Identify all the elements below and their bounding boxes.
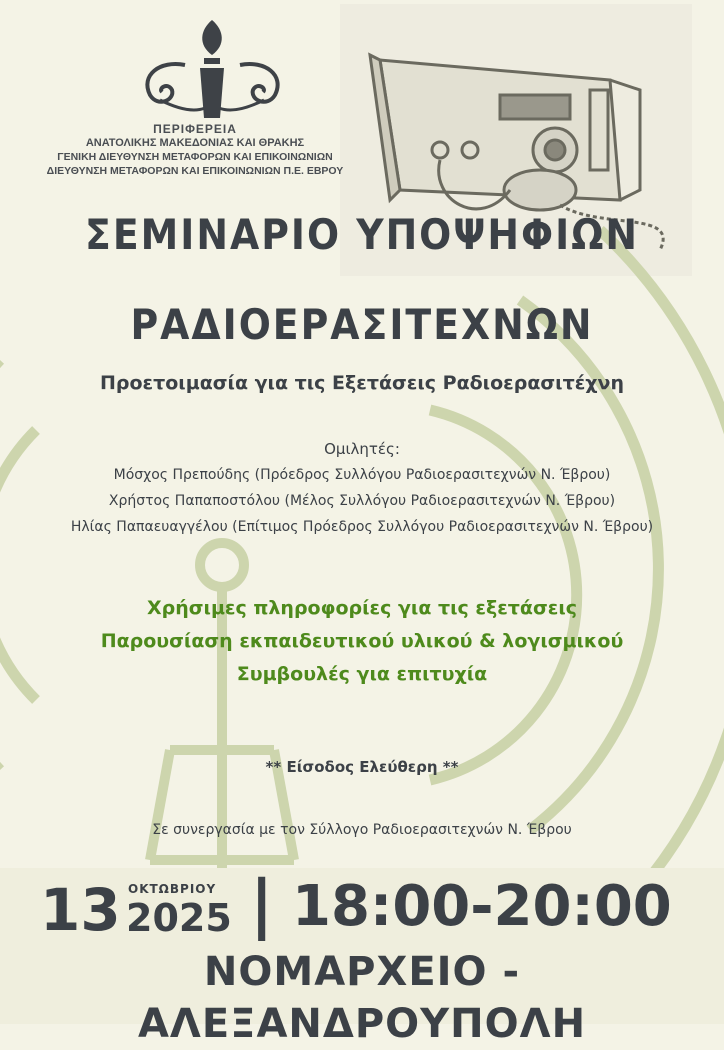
event-separator: | bbox=[250, 868, 274, 942]
event-month: ΟΚΤΩΒΡΙΟΥ bbox=[128, 882, 217, 896]
topic-2: Παρουσίαση εκπαιδευτικού υλικού & λογισμικού bbox=[100, 630, 624, 652]
speaker-1-role: (Πρόεδρος Συλλόγου Ραδιοερασιτεχνών Ν. Έβρου) bbox=[250, 467, 611, 483]
free-entry-note: ** Είσοδος Ελεύθερη ** bbox=[265, 758, 459, 776]
speaker-1 bbox=[0, 462, 724, 488]
partner-note: Σε συνεργασία με τον Σύλλογο Ραδιοερασιτεχνών Ν. Έβρου bbox=[152, 822, 572, 838]
speaker-3-role: (Επίτιμος Πρόεδρος Συλλόγου Ραδιοερασιτεχνών Ν. Έβρου) bbox=[227, 519, 654, 535]
event-time: 18:00-20:00 bbox=[292, 874, 672, 939]
topics-list bbox=[0, 592, 724, 691]
org-line-4: ΔΙΕΥΘΥΝΣΗ ΜΕΤΑΦΟΡΩΝ ΚΑΙ ΕΠΙΚΟΙΝΩΝΙΩΝ Π.Ε. ΕΒΡΟΥ bbox=[46, 165, 344, 177]
topic-1: Χρήσιμες πληροφορίες για τις εξετάσεις bbox=[146, 597, 578, 619]
org-line-2: ΑΝΑΤΟΛΙΚΗΣ ΜΑΚΕΔΟΝΙΑΣ ΚΑΙ ΘΡΑΚΗΣ bbox=[85, 137, 305, 149]
speakers-block bbox=[0, 436, 724, 540]
speaker-3-name: Ηλίας Παπαευαγγέλου bbox=[70, 519, 228, 535]
speaker-2-name: Χρήστος Παπαποστόλου bbox=[108, 493, 281, 509]
title-line-2: ΡΑΔΙΟΕΡΑΣΙΤΕΧΝΩΝ bbox=[130, 300, 594, 349]
event-day: 13 bbox=[40, 876, 121, 944]
speaker-2 bbox=[0, 488, 724, 514]
org-line-1: ΠΕΡΙΦΕΡΕΙΑ bbox=[153, 122, 237, 136]
speaker-1-name: Μόσχος Πρεπούδης bbox=[113, 467, 251, 483]
speakers-label: Ομιλητές: bbox=[324, 440, 400, 458]
organization-block bbox=[0, 122, 390, 178]
org-line-3: ΓΕΝΙΚΗ ΔΙΕΥΘΥΝΣΗ ΜΕΤΑΦΟΡΩΝ ΚΑΙ ΕΠΙΚΟΙΝΩΝΙΩΝ bbox=[57, 151, 333, 163]
event-location: ΝΟΜΑΡΧΕΙΟ - ΑΛΕΞΑΝΔΡΟΥΠΟΛΗ bbox=[137, 949, 587, 1047]
logo-emblem bbox=[147, 20, 277, 118]
title-line-1: ΣΕΜΙΝΑΡΙΟ ΥΠΟΨΗΦΙΩΝ bbox=[85, 210, 639, 259]
speaker-2-role: (Μέλος Συλλόγου Ραδιοερασιτεχνών Ν. Έβρου) bbox=[280, 493, 616, 509]
event-year: 2025 bbox=[126, 896, 232, 940]
topic-3: Συμβουλές για επιτυχία bbox=[236, 663, 488, 685]
speaker-3 bbox=[0, 514, 724, 540]
subtitle: Προετοιμασία για τις Εξετάσεις Ραδιοερασιτέχνη bbox=[100, 372, 624, 394]
